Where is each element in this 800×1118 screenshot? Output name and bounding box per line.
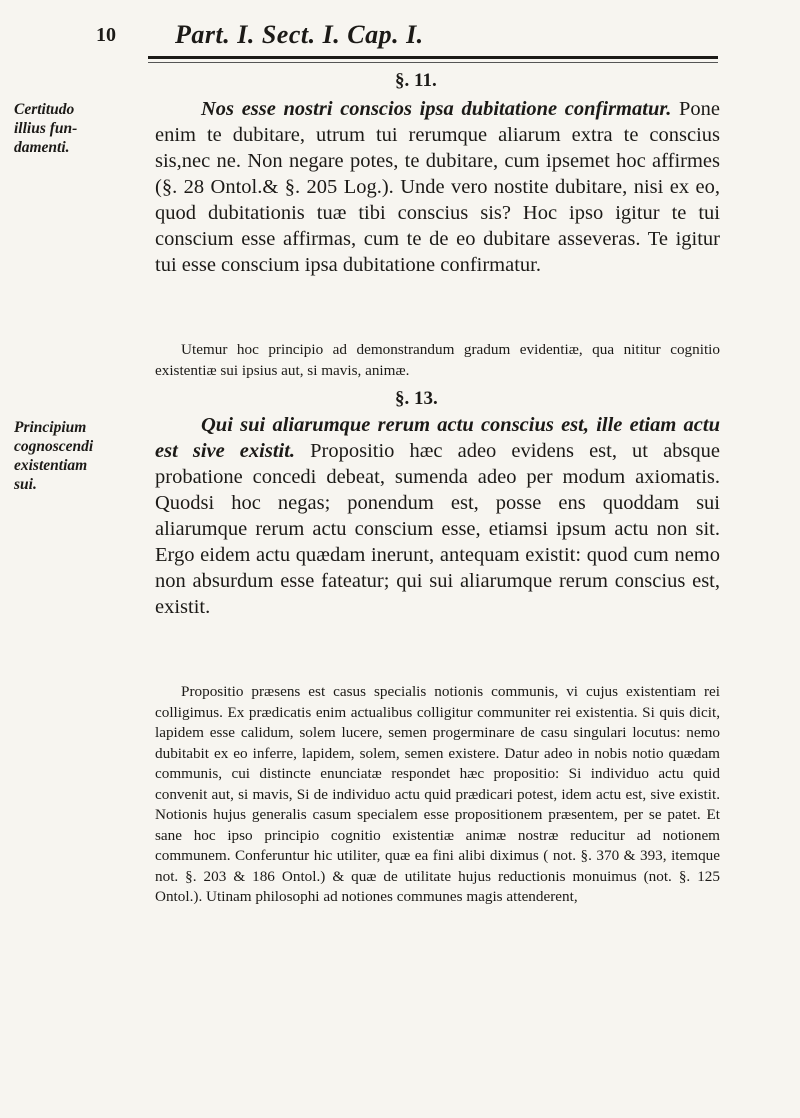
section-11-note: [155, 340, 720, 381]
margin-note-line: illius fun-: [14, 120, 78, 137]
running-head: Part. I. Sect. I. Cap. I.: [175, 20, 424, 49]
proposition-11: Nos esse nostri conscios ipsa dubitatione confirmatur.: [201, 98, 672, 120]
margin-note-line: sui.: [14, 476, 37, 493]
margin-note-line: Certitudo: [14, 101, 75, 118]
note-13-text: Propositio præsens est casus specialis notionis communis, vi cujus existentiam rei colligimus. Ex prædicatis enim actualibus colligitur communiter rei existentia. Si quis dicit, lapidem esse calidum, solem lucere, semen progerminare de casu singulari locutus: nemo dubitabit ex eo inferre, lapidem, solem, semen existere. Datur adeo in nobis notio quædam communis, cui distincte enunciatæ respondet hæc propositio: Si individuo actu quid convenit aut, si mavis, Si de individuo actu quid prædicari potest, idem actu est, sive existit. Notionis hujus generalis casum specialem esse propositionem præsentem, per se patet. Et sane hoc ipso principio cognitio existentiæ animæ nostræ reducitur ad notionem communem. Conferuntur hic utiliter, quæ ea fini alibi diximus ( not. §. 370 & 393, itemque not. §. 203 & 186 Ontol.) & quæ de utilitate hujus reductionis monuimus (not. §. 125 Ontol.). Utinam philosophi ad notiones communes magis attenderent,: [155, 683, 720, 905]
header-rule: [148, 56, 718, 59]
proposition-13: Qui sui aliarumque rerum actu conscius est, ille etiam actu est sive existit.: [155, 414, 720, 462]
page-number: 10: [96, 24, 116, 46]
note-11-text: Utemur hoc principio ad demonstrandum gradum evidentiæ, qua nititur cognitio existentiæ sui ipsius aut, si mavis, animæ.: [155, 341, 720, 379]
margin-note-line: existentiam: [14, 457, 88, 474]
section-number-13: §. 13.: [395, 388, 438, 409]
margin-note-line: cognoscendi: [14, 438, 94, 455]
margin-note-11: [14, 100, 114, 157]
margin-note-line: damenti.: [14, 139, 70, 156]
section-13-note: [155, 682, 720, 908]
section-13-body: [155, 412, 720, 620]
section-13-text: Propositio hæc adeo evidens est, ut absque probatione concedi debeat, sumenda adeo per modum axiomatis. Quodsi hoc negas; ponendum est, posse ens quoddam sui aliarumque rerum actu conscium esse, etiamsi ipsum actu non sit. Ergo eidem actu quædam inerunt, antequam existit: quod cum nemo non absurdum esse fateatur; qui sui aliarumque rerum conscius est, existit.: [155, 440, 720, 618]
section-number-11: §. 11.: [395, 70, 437, 91]
margin-note-13: [14, 418, 114, 494]
section-11-body: [155, 96, 720, 278]
section-11-text: Pone enim te dubitare, utrum tui rerumque aliarum extra te conscius sis,nec ne. Non negare potes, te dubitare, cum ipsemet hoc affirmes (§. 28 Ontol.& §. 205 Log.). Unde vero nostite dubitare, nisi ex eo, quod dubitationis tuæ tibi conscius sis? Hoc ipso igitur te tui conscium esse affirmas, cum te de eo dubitare asseveras. Te igitur tui esse conscium ipsa dubitatione confirmatur.: [155, 98, 720, 276]
header-rule-thin: [148, 62, 718, 63]
margin-note-line: Principium: [14, 419, 87, 436]
